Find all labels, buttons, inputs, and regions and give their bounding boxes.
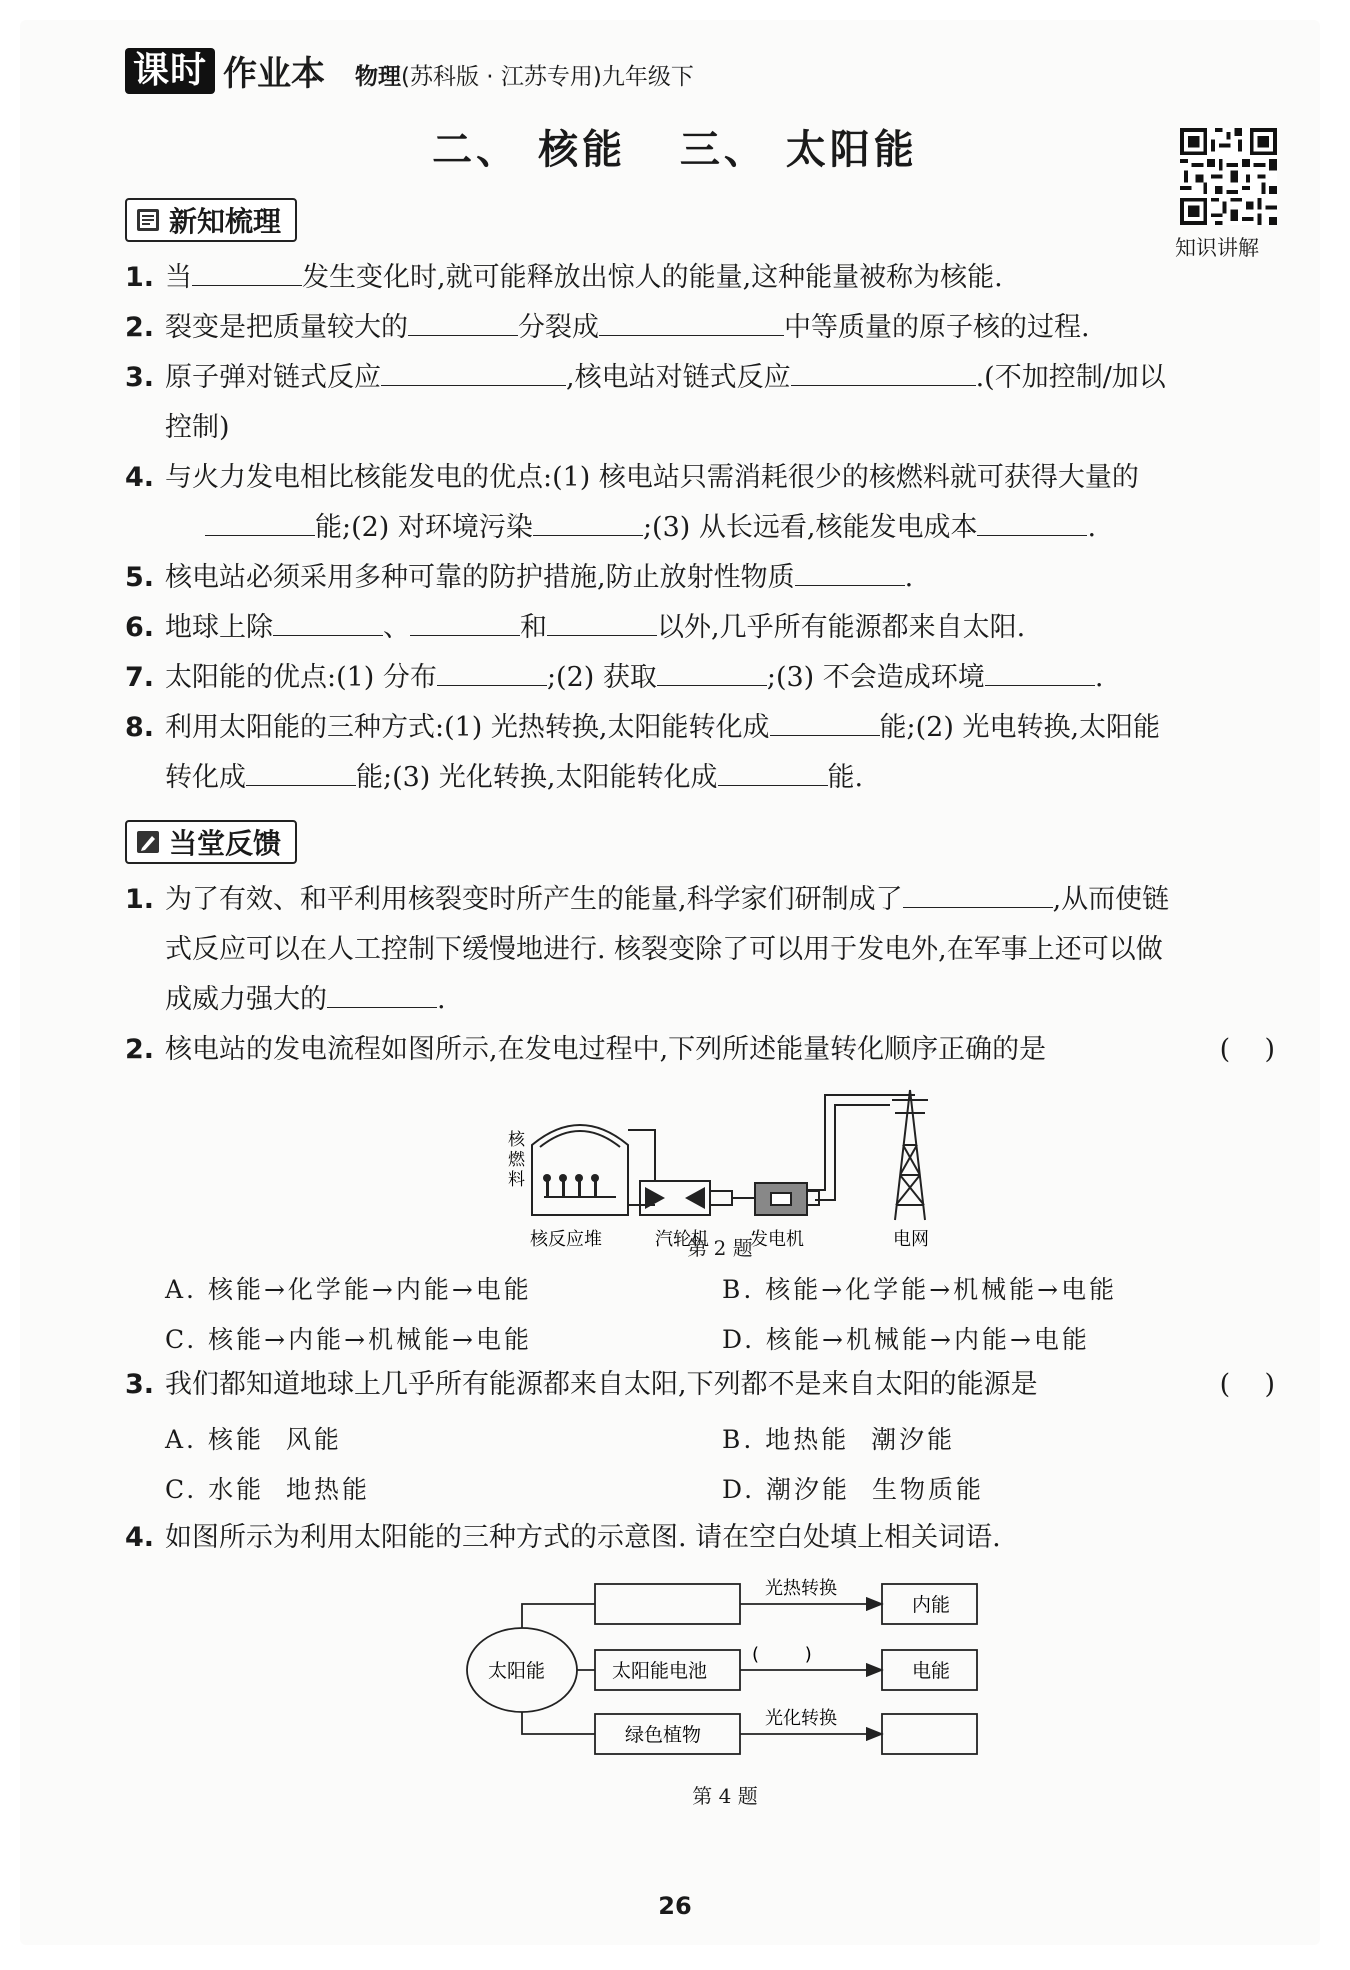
question-text: . — [1094, 662, 1104, 693]
list-item — [125, 875, 1275, 1025]
option-d[interactable]: D. 潮汐能 生物质能 — [722, 1475, 984, 1504]
pencil-note-icon — [135, 829, 161, 855]
question-text: 核电站必须采用多种可靠的防护措施,防止放射性物质 — [165, 562, 795, 593]
answer-blank[interactable] — [977, 505, 1087, 536]
subject-line — [355, 58, 694, 91]
question-text: 控制) — [165, 412, 230, 443]
option-b[interactable]: B. 核能→化学能→机械能→电能 — [722, 1275, 1118, 1304]
figure-caption: 第 2 题 — [687, 1236, 753, 1260]
qr-caption: 知识讲解 — [1175, 236, 1259, 260]
question-text: 我们都知道地球上几乎所有能源都来自太阳,下列都不是来自太阳的能源是 — [165, 1369, 1038, 1400]
list-item — [125, 1025, 1275, 1075]
blank-box-2 — [882, 1714, 977, 1754]
question-text: . — [904, 562, 914, 593]
qr-code-icon[interactable] — [1180, 128, 1277, 225]
brand-name: 作业本 — [223, 54, 326, 94]
figure-caption: 第 4 题 — [692, 1784, 758, 1808]
label-photochem: 光化转换 — [765, 1708, 837, 1729]
question-text: ;(3) 从长远看,核能发电成本 — [642, 512, 978, 543]
label-cell: 太阳能电池 — [612, 1660, 708, 1682]
list-item — [125, 303, 1275, 353]
question-text: 能. — [827, 762, 864, 793]
blank-box-1 — [595, 1584, 740, 1624]
label-turbine: 汽轮机 — [655, 1229, 709, 1250]
question-number: 2. — [125, 1034, 155, 1065]
question-text: ;(3) 不会造成环境 — [766, 662, 985, 693]
list-item — [125, 1513, 1275, 1563]
answer-blank[interactable] — [903, 877, 1053, 908]
question-number: 8. — [125, 712, 155, 743]
option-c[interactable]: C. 水能 地热能 — [165, 1475, 371, 1504]
label-grid: 电网 — [893, 1229, 929, 1250]
list-item — [125, 653, 1275, 703]
section-header-feedback — [125, 820, 297, 864]
label-sun: 太阳能 — [488, 1660, 546, 1682]
page-number: 26 — [658, 1892, 692, 1920]
label-blank-paren[interactable]: ( ) — [752, 1644, 812, 1665]
question-text: 裂变是把质量较大的 — [165, 312, 408, 343]
label-plant: 绿色植物 — [625, 1724, 702, 1746]
notebook-icon — [135, 207, 161, 233]
question-text: 能;(3) 光化转换,太阳能转化成 — [356, 762, 718, 793]
answer-blank[interactable] — [791, 355, 976, 386]
option-a[interactable]: A. 核能→化学能→内能→电能 — [165, 1275, 532, 1304]
question-text: .(不加控制/加以 — [975, 362, 1166, 393]
question-text: 能;(2) 光电转换,太阳能 — [879, 712, 1161, 743]
question-text: ,核电站对链式反应 — [566, 362, 791, 393]
answer-blank[interactable] — [410, 605, 520, 636]
option-a[interactable]: A. 核能 风能 — [165, 1425, 342, 1454]
answer-blank[interactable] — [533, 505, 643, 536]
subject-name: 物理 — [355, 64, 401, 90]
question-text: 成威力强大的 — [165, 984, 327, 1015]
brand — [125, 46, 325, 95]
answer-parentheses[interactable]: ( ) — [1219, 1369, 1275, 1400]
answer-blank[interactable] — [599, 305, 784, 336]
question-text: 如图所示为利用太阳能的三种方式的示意图. 请在空白处填上相关词语. — [165, 1522, 1001, 1553]
question-text: 、 — [383, 612, 410, 643]
answer-blank[interactable] — [437, 655, 547, 686]
label-internal: 内能 — [912, 1594, 951, 1616]
question-text: . — [437, 984, 446, 1015]
list-item — [125, 553, 1275, 603]
question-text: 核电站的发电流程如图所示,在发电过程中,下列所述能量转化顺序正确的是 — [165, 1034, 1047, 1065]
list-item — [125, 703, 1275, 803]
answer-blank[interactable] — [327, 977, 437, 1008]
list-item — [125, 453, 1275, 553]
question-text: 以外,几乎所有能源都来自太阳. — [657, 612, 1026, 643]
question-text: 原子弹对链式反应 — [165, 362, 381, 393]
question-number: 4. — [125, 1522, 155, 1553]
question-text: ;(2) 获取 — [546, 662, 657, 693]
answer-blank[interactable] — [192, 255, 302, 286]
list-item — [125, 253, 1275, 303]
question-number: 1. — [125, 884, 155, 915]
question-text: 地球上除 — [165, 612, 273, 643]
question-number: 5. — [125, 562, 155, 593]
answer-blank[interactable] — [246, 755, 356, 786]
question-text: 式反应可以在人工控制下缓慢地进行. 核裂变除了可以用于发电外,在军事上还可以做 — [165, 934, 1163, 965]
question-text: 分裂成 — [518, 312, 599, 343]
option-c[interactable]: C. 核能→内能→机械能→电能 — [165, 1325, 532, 1354]
question-number: 6. — [125, 612, 155, 643]
label-generator: 发电机 — [750, 1229, 804, 1250]
answer-blank[interactable] — [205, 505, 315, 536]
question-number: 4. — [125, 462, 155, 493]
brand-badge: 课时 — [125, 48, 215, 94]
reactor-shape — [532, 1125, 628, 1215]
label-photothermal: 光热转换 — [765, 1578, 837, 1599]
question-number: 3. — [125, 362, 155, 393]
answer-blank[interactable] — [770, 705, 880, 736]
label-reactor: 核反应堆 — [530, 1229, 602, 1250]
question-text: 当 — [165, 262, 192, 293]
label-fuel-1: 核 — [508, 1130, 525, 1150]
page-title: 二、 核能 三、 太阳能 — [432, 127, 918, 173]
answer-blank[interactable] — [985, 655, 1095, 686]
question-text: 利用太阳能的三种方式:(1) 光热转换,太阳能转化成 — [165, 712, 770, 743]
answer-blank[interactable] — [795, 555, 905, 586]
option-b[interactable]: B. 地热能 潮汐能 — [722, 1425, 956, 1454]
answer-parentheses[interactable]: ( ) — [1219, 1034, 1275, 1065]
subject-edition: (苏科版 · 江苏专用)九年级下 — [401, 64, 694, 90]
label-fuel-3: 料 — [508, 1170, 525, 1190]
question-text: 为了有效、和平利用核裂变时所产生的能量,科学家们研制成了 — [165, 884, 903, 915]
label-electric: 电能 — [912, 1660, 951, 1682]
question-text: . — [1087, 512, 1097, 543]
section-label: 新知梳理 — [169, 205, 282, 238]
question-text: 能;(2) 对环境污染 — [315, 512, 533, 543]
question-text: ,从而使链 — [1052, 884, 1170, 915]
label-fuel-2: 燃 — [508, 1150, 525, 1170]
answer-blank[interactable] — [547, 605, 657, 636]
solar-energy-diagram — [460, 1570, 990, 1770]
question-number: 3. — [125, 1369, 155, 1400]
question-number: 2. — [125, 312, 155, 343]
section-label: 当堂反馈 — [169, 827, 282, 860]
list-item — [125, 603, 1275, 653]
question-text: 和 — [520, 612, 547, 643]
question-text: 与火力发电相比核能发电的优点:(1) 核电站只需消耗很少的核燃料就可获得大量的 — [165, 462, 1139, 493]
list-item — [125, 1360, 1275, 1410]
question-text: 太阳能的优点:(1) 分布 — [165, 662, 437, 693]
answer-blank[interactable] — [273, 605, 383, 636]
question-text: 发生变化时,就可能释放出惊人的能量,这种能量被称为核能. — [302, 262, 1003, 293]
answer-blank[interactable] — [381, 355, 566, 386]
answer-blank[interactable] — [408, 305, 518, 336]
question-number: 1. — [125, 262, 155, 293]
answer-blank[interactable] — [718, 755, 828, 786]
option-d[interactable]: D. 核能→机械能→内能→电能 — [722, 1325, 1090, 1354]
section-header-new-knowledge — [125, 198, 297, 242]
list-item — [125, 353, 1275, 453]
answer-blank[interactable] — [657, 655, 767, 686]
question-number: 7. — [125, 662, 155, 693]
question-text: 中等质量的原子核的过程. — [784, 312, 1090, 343]
question-text: 转化成 — [165, 762, 246, 793]
